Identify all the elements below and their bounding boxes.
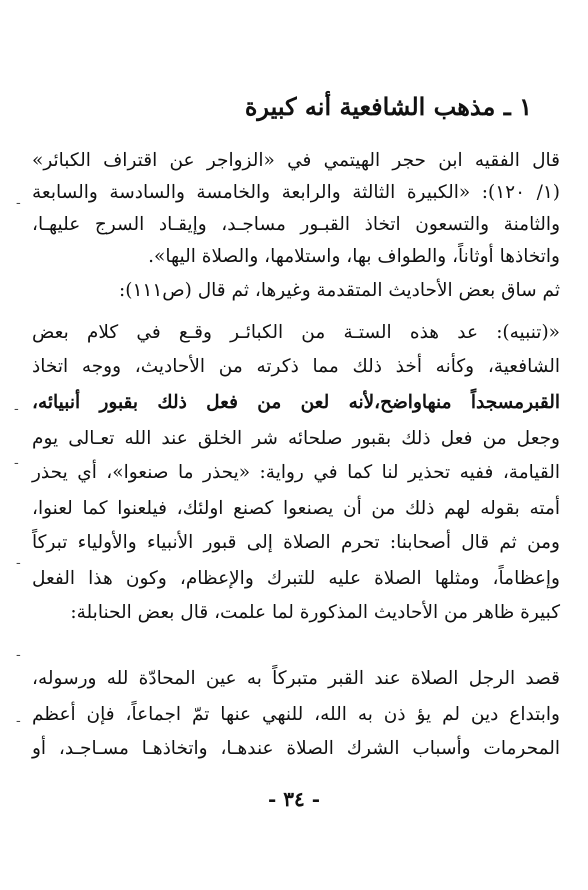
page-number: - ٣٤ - [267,787,320,811]
text-line-9: وجعل من فعل ذلك بقبور صلحائه شر الخلق عند الله تعـالى يوم [32,428,560,449]
text-line-3: والثامنة والتسعون اتخاذ القبـور مساجـد، وإيقـاد السرج عليهـا، [32,214,560,235]
margin-tick-mark: - [16,555,21,571]
text-line-1: قال الفقيه ابن حجر الهيتمي في «الزواجر عن اقتراف الكبائر» [32,150,560,171]
text-line-12: ومن ثم قال أصحابنا: تحرم الصلاة إلى قبور الأنبياء والأولياء تبركاً [32,532,560,553]
text-line-6: «(تنبيه): عد هذه الستـة من الكبائـر وقـع في كلام بعض [32,322,560,343]
margin-tick-mark: - [16,713,21,729]
text-line-15: قصد الرجل الصلاة عند القبر متبركاً به عين المحادّة لله ورسوله، [32,668,560,689]
margin-tick-mark: - [16,647,21,663]
margin-tick-mark: - [16,195,21,211]
text-line-17: المحرمات وأسباب الشرك الصلاة عندهـا، واتخاذهـا مسـاجـد، أو [32,738,560,759]
text-line-14: كبيرة ظاهر من الأحاديث المذكورة لما علمت، قال بعض الحنابلة: [70,602,560,623]
text-line-11: أمته بقوله لهم ذلك من أن يصنعوا كصنع اولئك، فيلعنوا كما لعنوا، [32,498,560,519]
text-line-2: (١/ ١٢٠): «الكبيرة الثالثة والرابعة والخامسة والسادسة والسابعة [32,182,560,203]
text-line-5: ثم ساق بعض الأحاديث المتقدمة وغيرها، ثم قال (ص١١١): [119,280,560,301]
text-line-13: وإعظاماً، ومثلها الصلاة عليه للتبرك والإعظام، وكون هذا الفعل [32,568,560,589]
text-line-10: القيامة، ففيه تحذير لنا كما في رواية: «يحذر ما صنعوا»، أي يحذر [32,462,560,483]
text-line-8: القبرمسجداً منهاواضح،لأنه لعن من فعل ذلك بقبور أنبيائه، [32,392,560,413]
text-line-16: وابتداع دين لم يؤ ذن به الله، للنهي عنها تمّ اجماعاً، فإن أعظم [32,704,560,725]
margin-tick-mark: - [14,401,19,417]
text-line-7: الشافعية، وكأنه أخذ ذلك مما ذكرته من الأحاديث، ووجه اتخاذ [32,356,560,377]
text-line-4: واتخاذها أوثاناً، والطواف بها، واستلامها، والصلاة اليها». [148,246,560,267]
section-heading: ١ ـ مذهب الشافعية أنه كبيرة [244,92,532,121]
margin-tick-mark: - [14,455,19,471]
